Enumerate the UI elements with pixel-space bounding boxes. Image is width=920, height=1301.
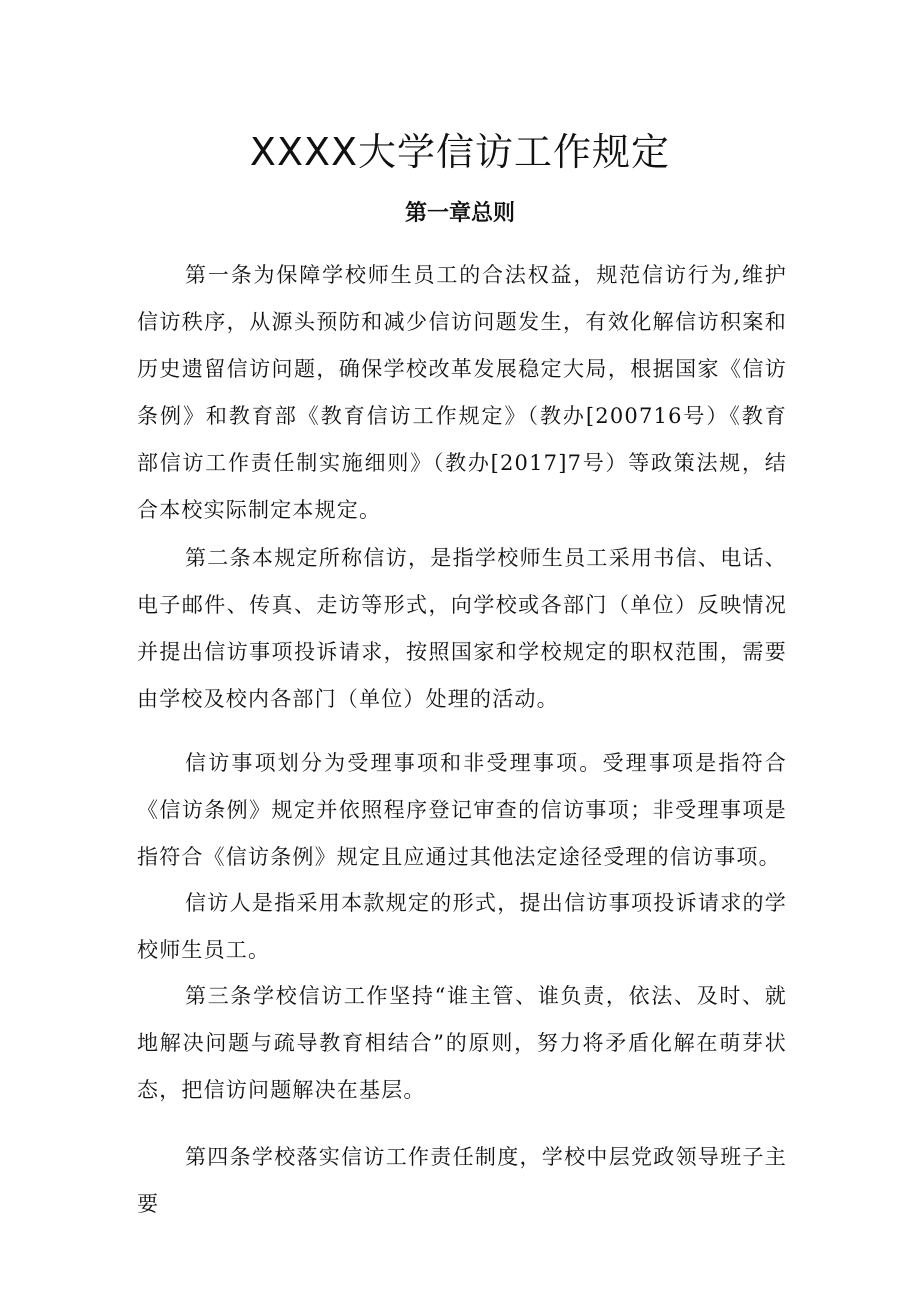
article-2-clause-accepted-matters: 信访事项划分为受理事项和非受理事项。受理事项是指符合《信访条例》规定并依照程序登记审查的信访事项；非受理事项是指符合《信访条例》规定且应通过其他法定途径受理的信访事项。 xyxy=(137,751,787,869)
article-2-clause-petitioner: 信访人是指采用本款规定的形式，提出信访事项投诉请求的学校师生员工。 xyxy=(137,891,787,962)
article-3-paragraph: 第三条学校信访工作坚持“谁主管、谁负责，依法、及时、就地解决问题与疏导教育相结合”的原则，努力将矛盾化解在萌芽状态，把信访问题解决在基层。 xyxy=(137,984,787,1102)
article-2-paragraph: 第二条本规定所称信访，是指学校师生员工采用书信、电话、电子邮件、传真、走访等形式，向学校或各部门（单位）反映情况并提出信访事项投诉请求，按照国家和学校规定的职权范围，需要由学校及校内各部门（单位）处理的活动。 xyxy=(137,546,787,711)
document-title: XXXX大学信访工作规定 xyxy=(249,130,671,174)
article-1-paragraph: 第一条为保障学校师生员工的合法权益，规范信访行为,维护信访秩序，从源头预防和减少信访问题发生，有效化解信访积案和历史遗留信访问题，确保学校改革发展稳定大局，根据国家《信访条例》和教育部《教育信访工作规定》（教办[200716号）《教育部信访工作责任制实施细则》（教办[2017]7号）等政策法规，结合本校实际制定本规定。 xyxy=(137,263,787,522)
article-4-paragraph: 第四条学校落实信访工作责任制度，学校中层党政领导班子主要 xyxy=(137,1145,787,1216)
chapter-heading: 第一章总则 xyxy=(404,201,515,226)
